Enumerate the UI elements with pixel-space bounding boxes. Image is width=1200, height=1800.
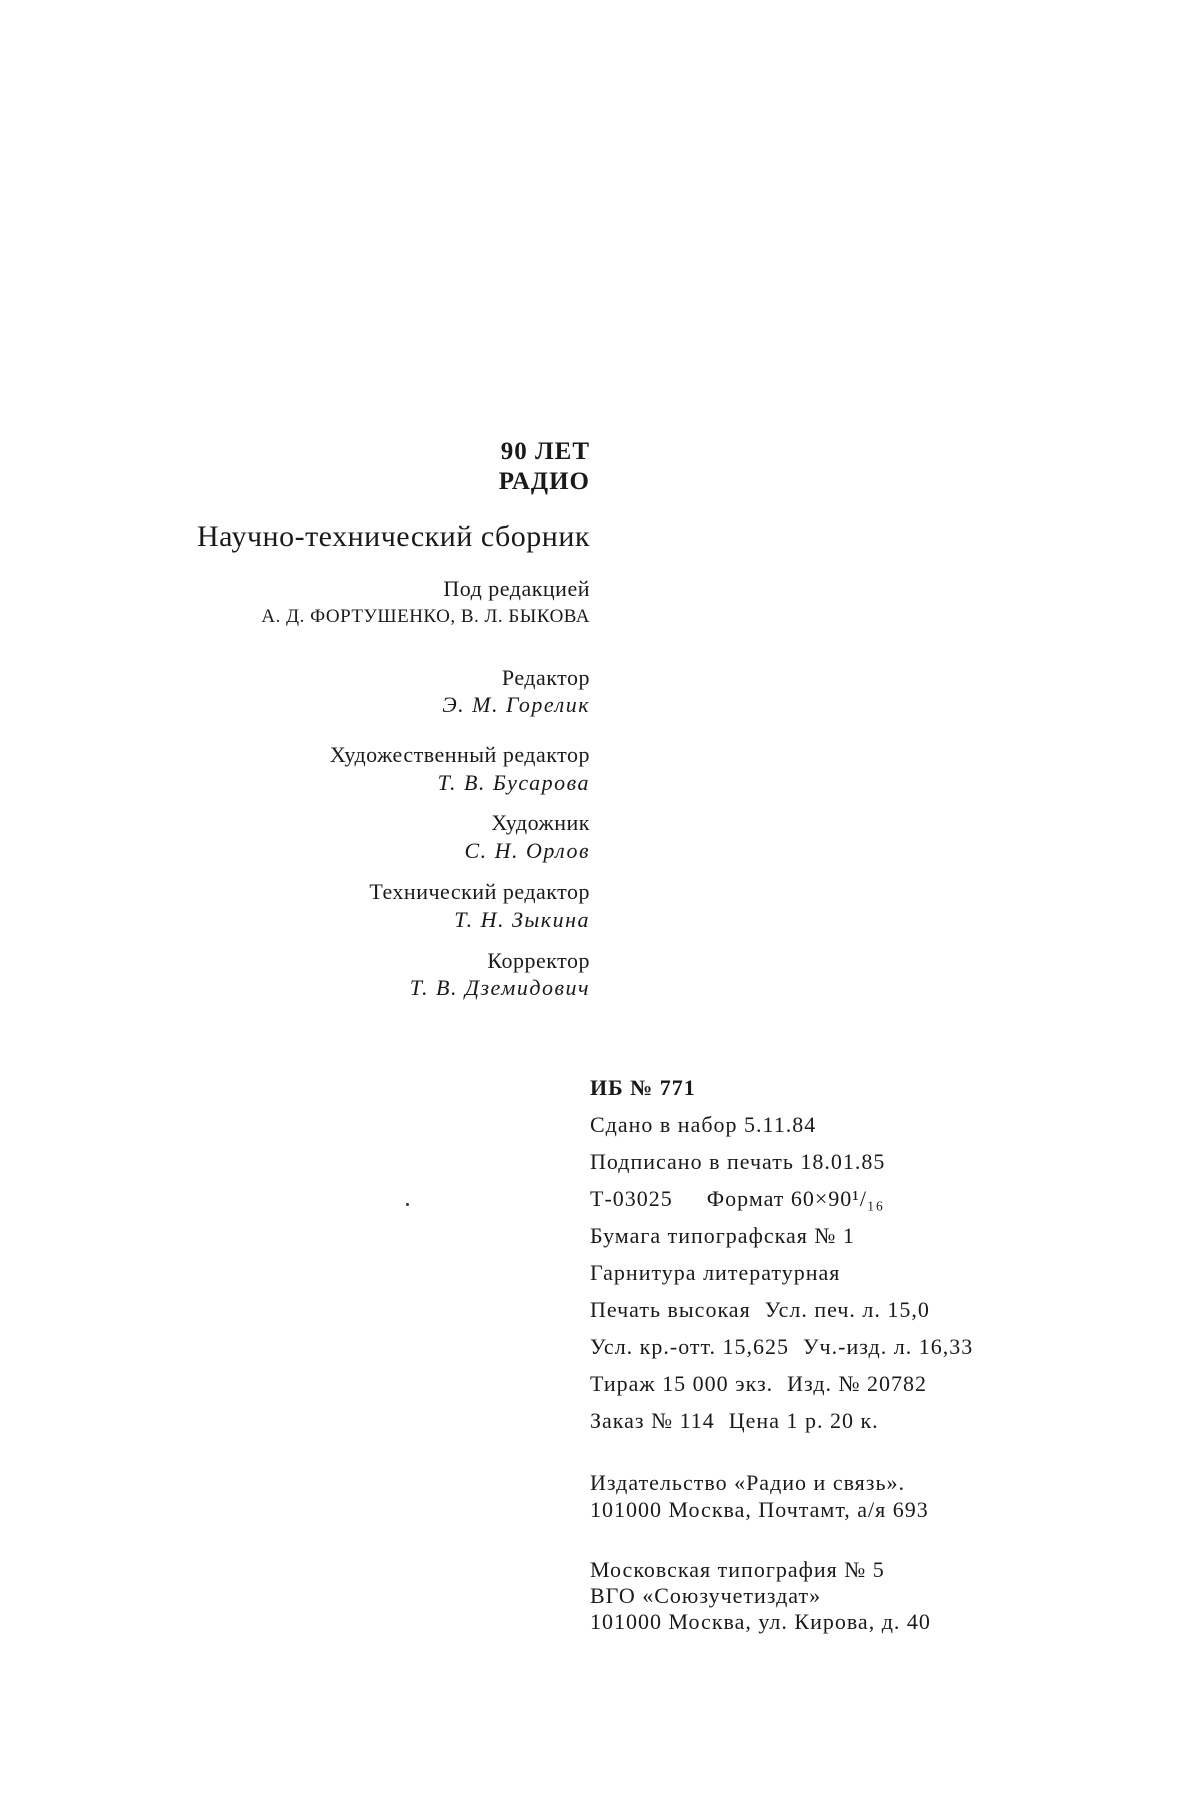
imprint-edition-no: Изд. № 20782 bbox=[787, 1371, 928, 1396]
imprint-format: Формат 60×90¹/₁₆ bbox=[706, 1186, 885, 1211]
imprint-run: Тираж 15 000 экз. bbox=[590, 1371, 774, 1396]
credit-role-editor: Редактор bbox=[501, 665, 590, 690]
imprint-paper: Бумага типографская № 1 bbox=[590, 1223, 855, 1248]
imprint-signed: Подписано в печать 18.01.85 bbox=[590, 1149, 886, 1174]
publisher-name: Издательство «Радио и связь». bbox=[590, 1470, 906, 1495]
imprint-order-line bbox=[590, 1408, 879, 1434]
title-line-2: РАДИО bbox=[498, 468, 590, 495]
title-line-1: 90 ЛЕТ bbox=[500, 438, 590, 465]
imprint-ib-number: ИБ № 771 bbox=[590, 1075, 696, 1100]
credit-name-proofreader: Т. В. Дземидович bbox=[409, 975, 590, 1000]
imprint-color-prints: Усл. кр.-отт. 15,625 bbox=[590, 1334, 789, 1359]
book-title bbox=[100, 437, 590, 497]
credit-name-art-editor: Т. В. Бусарова bbox=[437, 770, 590, 795]
publisher-address: 101000 Москва, Почтамт, а/я 693 bbox=[590, 1497, 929, 1522]
imprint-print-type: Печать высокая bbox=[590, 1297, 751, 1322]
imprint-print-line bbox=[590, 1297, 930, 1323]
book-subtitle: Научно-технический сборник bbox=[196, 520, 590, 553]
imprint-submitted: Сдано в набор 5.11.84 bbox=[590, 1112, 817, 1137]
imprint-code: Т-03025 bbox=[590, 1186, 673, 1211]
edited-by-label: Под редакцией bbox=[443, 576, 590, 601]
credit-name-tech-editor: Т. Н. Зыкина bbox=[454, 907, 590, 932]
credit-name-artist: С. Н. Орлов bbox=[464, 838, 590, 863]
imprint-print-sheets: Усл. печ. л. 15,0 bbox=[764, 1297, 930, 1322]
credit-role-proofreader: Корректор bbox=[487, 948, 590, 973]
credit-role-art-editor: Художественный редактор bbox=[329, 742, 590, 767]
imprint-code-format-line bbox=[590, 1186, 884, 1212]
credit-name-editor: Э. М. Горелик bbox=[442, 692, 590, 717]
imprint-sheets-line bbox=[590, 1334, 973, 1360]
credit-role-tech-editor: Технический редактор bbox=[369, 879, 590, 904]
scan-speck bbox=[406, 1203, 409, 1206]
editors-names: А. Д. ФОРТУШЕНКО, В. Л. БЫКОВА bbox=[261, 606, 590, 627]
credit-role-artist: Художник bbox=[491, 810, 590, 835]
printer-name: Московская типография № 5 bbox=[590, 1557, 885, 1582]
printer-address: 101000 Москва, ул. Кирова, д. 40 bbox=[590, 1609, 931, 1634]
imprint-pub-sheets: Уч.-изд. л. 16,33 bbox=[802, 1334, 974, 1359]
imprint-run-line bbox=[590, 1371, 927, 1397]
imprint-typeface: Гарнитура литературная bbox=[590, 1260, 841, 1285]
imprint-order: Заказ № 114 bbox=[590, 1408, 715, 1433]
printer-org: ВГО «Союзучетиздат» bbox=[590, 1583, 822, 1608]
imprint-price: Цена 1 р. 20 к. bbox=[728, 1408, 879, 1433]
